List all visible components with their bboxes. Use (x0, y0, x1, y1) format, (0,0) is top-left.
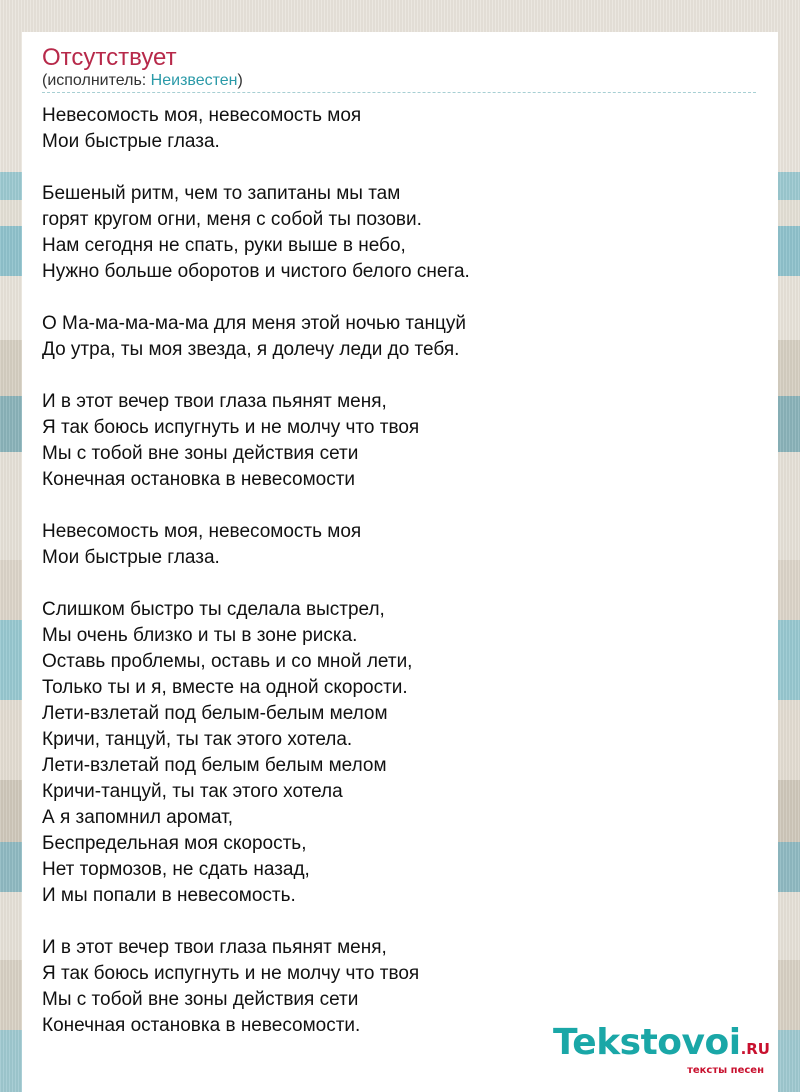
artist-suffix: ) (237, 72, 243, 89)
lyrics-line: Нужно больше оборотов и чистого белого снега. (42, 261, 470, 282)
lyrics-line: Кричи, танцуй, ты так этого хотела. (42, 729, 353, 750)
lyrics-line: Невесомость моя, невесомость моя (42, 105, 362, 126)
lyrics-line: Нет тормозов, не сдать назад, (42, 859, 310, 880)
logo-main-text: Tekstovoi (553, 1022, 741, 1063)
lyrics-line: Слишком быстро ты сделала выстрел, (42, 599, 385, 620)
logo-wordmark (553, 1024, 770, 1068)
lyrics-line: О Ма-ма-ма-ма-ма для меня этой ночью танцуй (42, 313, 466, 334)
lyrics-line: До утра, ты моя звезда, я долечу леди до тебя. (42, 339, 460, 360)
artist-line (42, 72, 243, 90)
lyrics-line: Мы очень близко и ты в зоне риска. (42, 625, 358, 646)
lyrics-line: Мои быстрые глаза. (42, 131, 220, 152)
lyrics-line: И в этот вечер твои глаза пьянят меня, (42, 391, 387, 412)
lyrics-line: Бешеный ритм, чем то запитаны мы там (42, 183, 401, 204)
lyrics-line: Мои быстрые глаза. (42, 547, 220, 568)
lyrics-line: Невесомость моя, невесомость моя (42, 521, 362, 542)
lyrics-line: Конечная остановка в невесомости (42, 469, 356, 490)
lyrics-line: Лети-взлетай под белым белым мелом (42, 755, 387, 776)
lyrics-stanza (42, 519, 742, 571)
lyrics-line: Лети-взлетай под белым-белым мелом (42, 703, 388, 724)
lyrics-line: Нам сегодня не спать, руки выше в небо, (42, 235, 406, 256)
lyrics-line: А я запомнил аромат, (42, 807, 233, 828)
song-title: Отсутствует (42, 44, 177, 71)
lyrics-line: горят кругом огни, меня с собой ты позови. (42, 209, 422, 230)
lyrics-line: Я так боюсь испугнуть и не молчу что твоя (42, 417, 420, 438)
lyrics-line: Мы с тобой вне зоны действия сети (42, 443, 359, 464)
lyrics-line: Оставь проблемы, оставь и со мной лети, (42, 651, 413, 672)
lyrics-line: Кричи-танцуй, ты так этого хотела (42, 781, 343, 802)
artist-link[interactable]: Неизвестен (150, 72, 238, 89)
lyrics-line: Я так боюсь испугнуть и не молчу что твоя (42, 963, 420, 984)
lyrics-line: И в этот вечер твои глаза пьянят меня, (42, 937, 387, 958)
lyrics-stanza (42, 181, 742, 285)
lyrics-stanza (42, 389, 742, 493)
lyrics-line: Только ты и я, вместе на одной скорости. (42, 677, 408, 698)
site-logo[interactable] (553, 1024, 770, 1076)
logo-tagline: тексты песен (687, 1065, 764, 1076)
lyrics-line: И мы попали в невесомость. (42, 885, 296, 906)
artist-prefix: (исполнитель: (42, 72, 151, 89)
lyrics-stanza (42, 103, 742, 155)
lyrics-line: Беспредельная моя скорость, (42, 833, 307, 854)
lyrics-card (22, 32, 778, 1092)
lyrics-body (42, 103, 742, 1065)
lyrics-stanza (42, 311, 742, 363)
lyrics-stanza (42, 597, 742, 909)
lyrics-line: Конечная остановка в невесомости. (42, 1015, 361, 1036)
logo-domain-suffix: .RU (740, 1040, 770, 1058)
lyrics-line: Мы с тобой вне зоны действия сети (42, 989, 359, 1010)
title-divider (42, 92, 756, 93)
